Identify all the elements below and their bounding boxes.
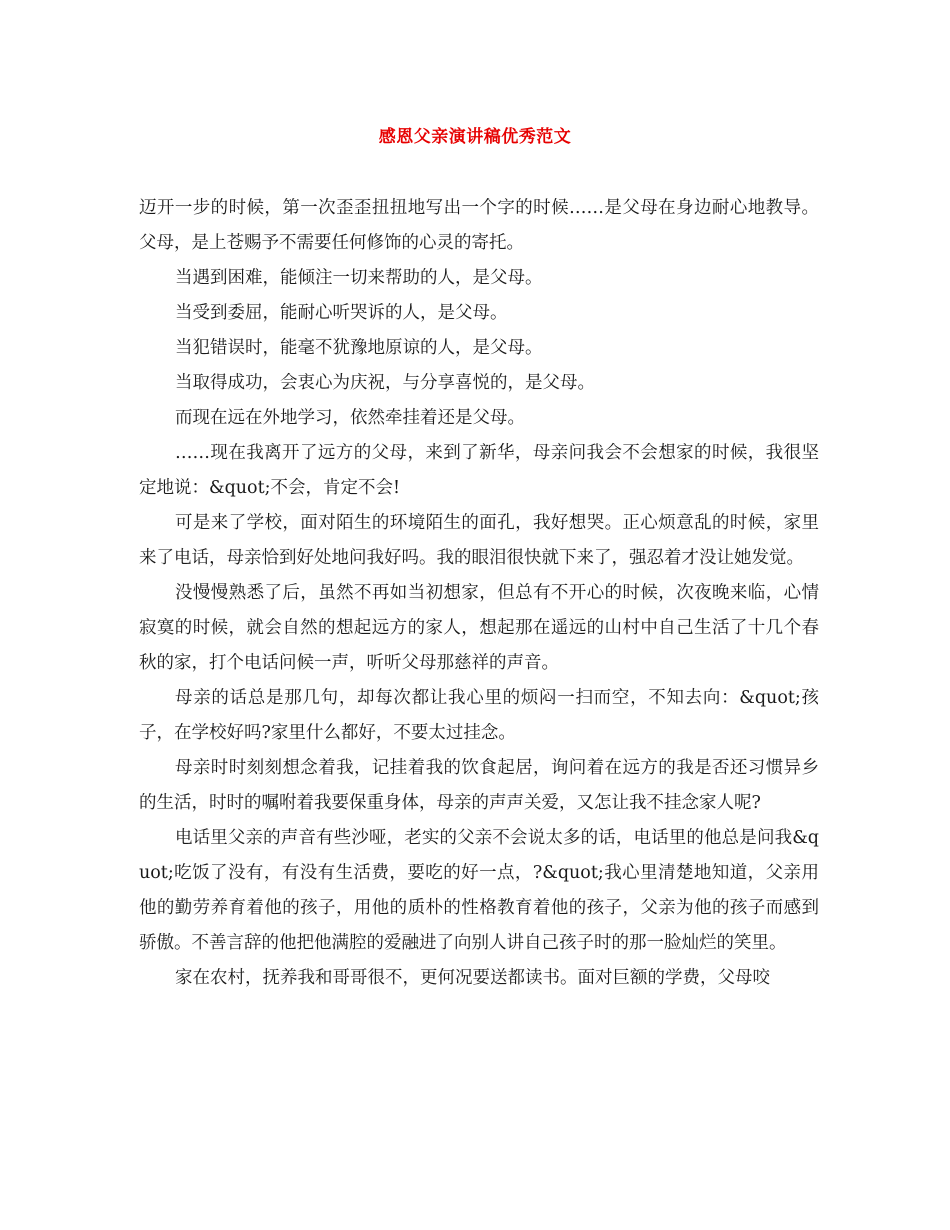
paragraph: 电话里父亲的声音有些沙哑，老实的父亲不会说太多的话，电话里的他总是问我&quot;吃饭了没有，有没有生活费，要吃的好一点，?&quot;我心里清楚地知道，父亲用他的勤劳养育着他的孩子，用他的质朴的性格教育着他的孩子，父亲为他的孩子而感到骄傲。不善言辞的他把他满腔的爱融进了向别人讲自己孩子时的那一脸灿烂的笑里。 xyxy=(139,828,819,953)
paragraph: 母亲时时刻刻想念着我，记挂着我的饮食起居，询问着在远方的我是否还习惯异乡的生活，时时的嘱咐着我要保重身体，母亲的声声关爱，又怎让我不挂念家人呢? xyxy=(139,758,819,813)
paragraph: 迈开一步的时候，第一次歪歪扭扭地写出一个字的时候……是父母在身边耐心地教导。父母，是上苍赐予不需要任何修饰的心灵的寄托。 xyxy=(139,198,819,253)
paragraph: 当受到委屈，能耐心听哭诉的人，是父母。 xyxy=(175,303,508,323)
paragraph: 可是来了学校，面对陌生的环境陌生的面孔，我好想哭。正心烦意乱的时候，家里来了电话，母亲恰到好处地问我好吗。我的眼泪很快就下来了，强忍着才没让她发觉。 xyxy=(139,513,819,568)
paragraph: 当犯错误时，能毫不犹豫地原谅的人，是父母。 xyxy=(175,338,543,358)
paragraph: 母亲的话总是那几句，却每次都让我心里的烦闷一扫而空，不知去向：&quot;孩子，在学校好吗?家里什么都好，不要太过挂念。 xyxy=(139,688,819,743)
document-body xyxy=(139,191,819,996)
paragraph: ……现在我离开了远方的父母，来到了新华，母亲问我会不会想家的时候，我很坚定地说：&quot;不会，肯定不会! xyxy=(139,443,819,498)
paragraph: 没慢慢熟悉了后，虽然不再如当初想家，但总有不开心的时候，次夜晚来临，心情寂寞的时候，就会自然的想起远方的家人，想起那在遥远的山村中自己生活了十几个春秋的家，打个电话问候一声，听听父母那慈祥的声音。 xyxy=(139,583,819,673)
paragraph: 而现在远在外地学习，依然牵挂着还是父母。 xyxy=(175,408,525,428)
paragraph: 当取得成功，会衷心为庆祝，与分享喜悦的，是父母。 xyxy=(175,373,595,393)
paragraph: 当遇到困难，能倾注一切来帮助的人，是父母。 xyxy=(175,268,543,288)
document-title: 感恩父亲演讲稿优秀范文 xyxy=(378,127,572,147)
paragraph: 家在农村，抚养我和哥哥很不，更何况要送都读书。面对巨额的学费，父母咬 xyxy=(175,968,770,988)
